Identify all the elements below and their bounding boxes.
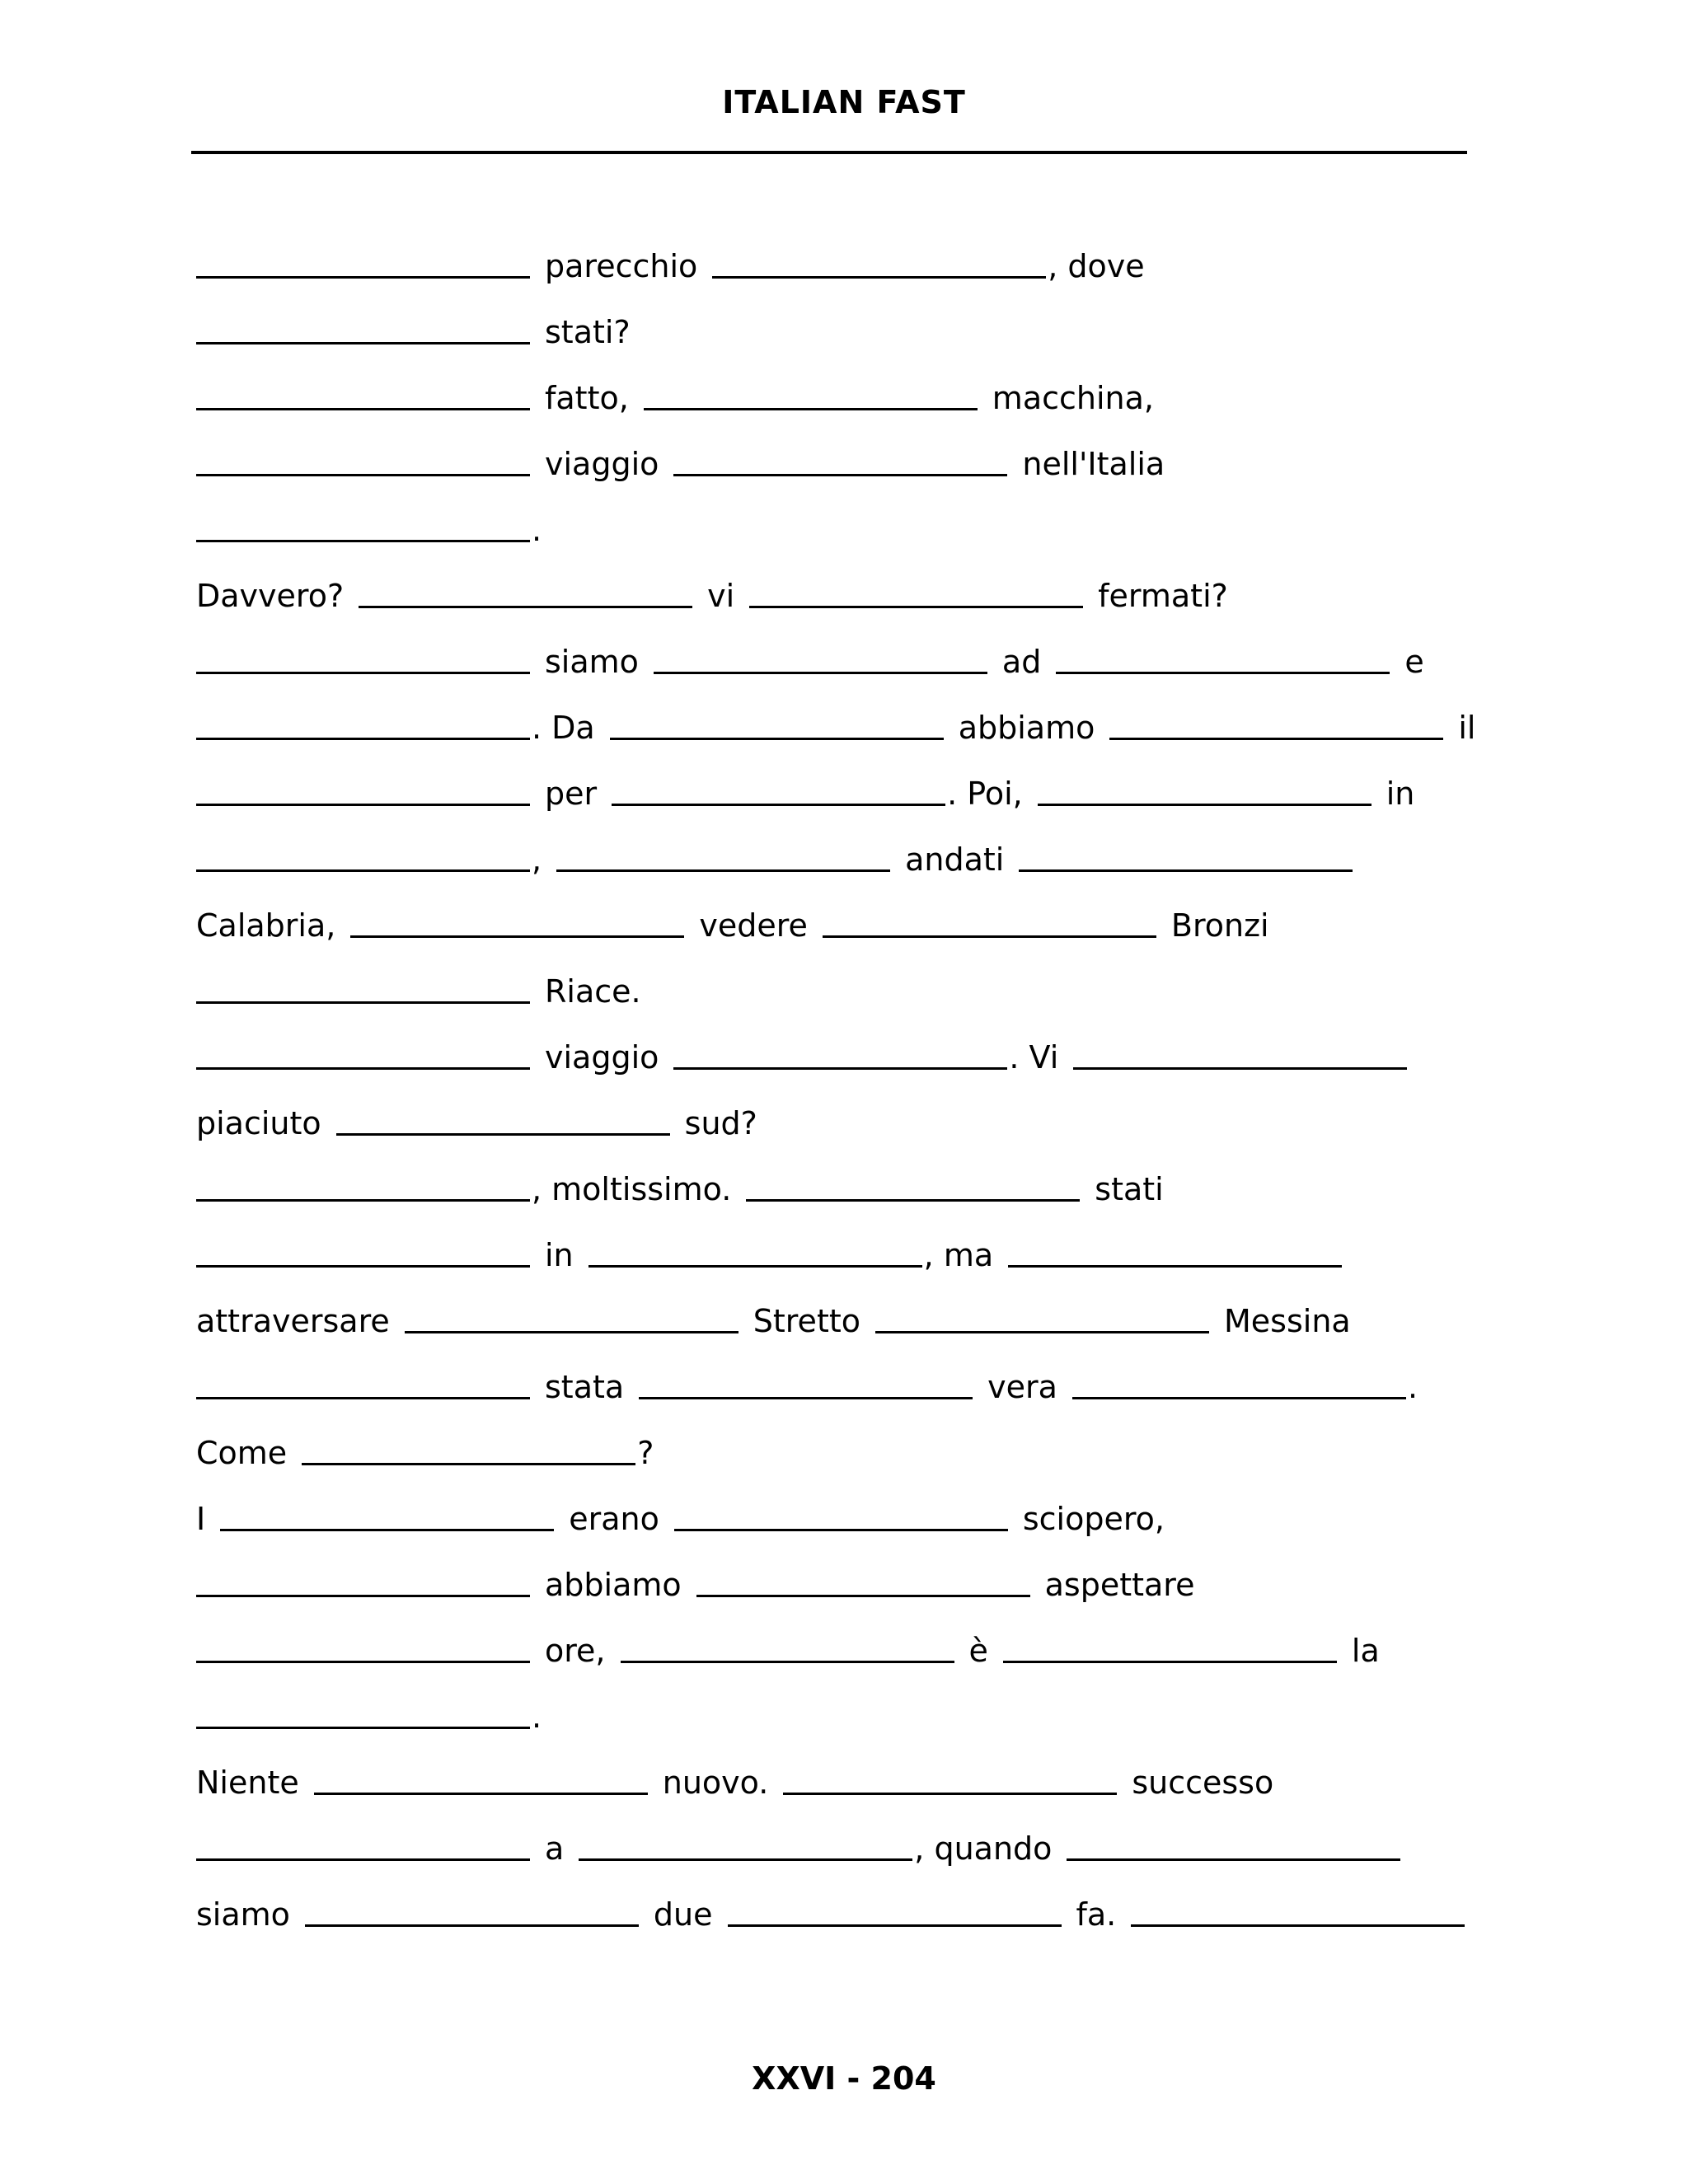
exercise-word: Davvero? [196, 578, 345, 614]
exercise-word: vera [987, 1369, 1057, 1405]
exercise-word: ore, [545, 1633, 606, 1669]
exercise-word: andati [905, 841, 1005, 878]
exercise-word: I [196, 1501, 206, 1537]
exercise-line [196, 1361, 1418, 1403]
exercise-line [196, 438, 1165, 480]
exercise-word: sciopero, [1022, 1501, 1165, 1537]
answer-blank[interactable] [196, 1858, 530, 1861]
answer-blank[interactable] [1008, 1265, 1342, 1268]
exercise-word: Bronzi [1170, 907, 1269, 944]
answer-blank[interactable] [644, 408, 978, 410]
answer-blank[interactable] [314, 1793, 648, 1795]
exercise-line [196, 1230, 1342, 1271]
answer-blank[interactable] [673, 474, 1007, 476]
answer-blank[interactable] [1056, 672, 1390, 674]
answer-blank[interactable] [654, 672, 987, 674]
answer-blank[interactable] [1072, 1397, 1406, 1399]
exercise-word: , moltissimo. [532, 1171, 732, 1207]
exercise-word: stati [1095, 1171, 1164, 1207]
answer-blank[interactable] [305, 1924, 639, 1927]
exercise-word: Messina [1224, 1303, 1351, 1339]
answer-blank[interactable] [588, 1265, 922, 1268]
exercise-word: sud? [684, 1105, 757, 1141]
exercise-line [196, 1427, 654, 1469]
exercise-word: fermati? [1098, 578, 1228, 614]
answer-blank[interactable] [196, 1067, 530, 1070]
exercise-word: Riace. [545, 973, 641, 1010]
answer-blank[interactable] [746, 1199, 1080, 1202]
exercise-word: fatto, [545, 380, 629, 416]
exercise-line [196, 1493, 1165, 1535]
exercise-line [196, 1625, 1380, 1669]
exercise-line [196, 1757, 1274, 1801]
exercise-line [196, 1098, 757, 1139]
answer-blank[interactable] [673, 1067, 1007, 1070]
exercise-word: , dove [1048, 248, 1145, 284]
exercise-word: . [1407, 1369, 1418, 1405]
exercise-word: fa. [1076, 1896, 1117, 1933]
exercise-word: è [968, 1633, 988, 1669]
exercise-word: . [532, 1699, 542, 1735]
answer-blank[interactable] [196, 1727, 530, 1729]
exercise-line [196, 702, 1476, 746]
answer-blank[interactable] [196, 738, 530, 740]
answer-blank[interactable] [749, 606, 1083, 608]
exercise-word: viaggio [545, 446, 659, 482]
answer-blank[interactable] [196, 474, 530, 476]
exercise-word: vi [707, 578, 735, 614]
answer-blank[interactable] [712, 276, 1046, 279]
answer-blank[interactable] [196, 1001, 530, 1004]
answer-blank[interactable] [302, 1463, 635, 1465]
exercise-line [196, 1823, 1400, 1867]
answer-blank[interactable] [196, 540, 530, 542]
exercise-word: per [545, 776, 598, 812]
exercise-line [196, 966, 641, 1010]
answer-blank[interactable] [1131, 1924, 1465, 1927]
answer-blank[interactable] [639, 1397, 973, 1399]
exercise-word: due [653, 1896, 713, 1933]
running-header: ITALIAN FAST [722, 84, 966, 120]
exercise-word: nuovo. [662, 1765, 769, 1801]
exercise-word: parecchio [545, 248, 698, 284]
answer-blank[interactable] [1067, 1858, 1400, 1861]
answer-blank[interactable] [196, 1397, 530, 1399]
answer-blank[interactable] [1109, 738, 1443, 740]
answer-blank[interactable] [196, 1661, 530, 1663]
exercise-line [196, 307, 631, 348]
exercise-line [196, 636, 1424, 680]
answer-blank[interactable] [1003, 1661, 1337, 1663]
answer-blank[interactable] [823, 935, 1156, 938]
answer-blank[interactable] [196, 408, 530, 410]
exercise-word: e [1404, 644, 1424, 680]
page-number: XXVI - 204 [752, 2060, 936, 2097]
exercise-line [196, 1164, 1164, 1205]
exercise-word: nell'Italia [1022, 446, 1165, 482]
exercise-line [196, 768, 1415, 812]
exercise-line [196, 570, 1228, 612]
exercise-word: Come [196, 1435, 288, 1471]
answer-blank[interactable] [579, 1858, 912, 1861]
answer-blank[interactable] [783, 1793, 1117, 1795]
answer-blank[interactable] [196, 1265, 530, 1268]
answer-blank[interactable] [196, 869, 530, 872]
answer-blank[interactable] [556, 869, 890, 872]
exercise-word: . [532, 512, 542, 548]
answer-blank[interactable] [696, 1595, 1030, 1597]
exercise-line [196, 1691, 542, 1735]
exercise-line [196, 1032, 1407, 1076]
exercise-word: piaciuto [196, 1105, 321, 1141]
exercise-line [196, 1559, 1194, 1601]
exercise-word: la [1351, 1633, 1380, 1669]
exercise-line [196, 504, 542, 546]
exercise-word: vedere [699, 907, 808, 944]
answer-blank[interactable] [1038, 804, 1372, 806]
exercise-word: Calabria, [196, 907, 336, 944]
exercise-word: macchina, [992, 380, 1154, 416]
answer-blank[interactable] [359, 606, 692, 608]
exercise-word: abbiamo [545, 1567, 682, 1603]
answer-blank[interactable] [621, 1661, 954, 1663]
exercise-word: siamo [196, 1896, 290, 1933]
answer-blank[interactable] [405, 1331, 738, 1333]
exercise-word: in [1386, 776, 1415, 812]
exercise-word: . Vi [1009, 1039, 1059, 1076]
exercise-word: . Da [532, 710, 595, 746]
exercise-line [196, 241, 1145, 282]
exercise-word: ? [637, 1435, 654, 1471]
exercise-word: Stretto [753, 1303, 860, 1339]
exercise-word: , [532, 841, 542, 878]
exercise-word: abbiamo [958, 710, 1095, 746]
answer-blank[interactable] [196, 804, 530, 806]
exercise-word: , ma [923, 1237, 994, 1273]
exercise-word: a [545, 1830, 565, 1867]
exercise-word: successo [1132, 1765, 1274, 1801]
exercise-word: in [545, 1237, 574, 1273]
exercise-word: stati? [545, 314, 631, 350]
exercise-word: , quando [914, 1830, 1053, 1867]
exercise-word: attraversare [196, 1303, 390, 1339]
answer-blank[interactable] [1019, 869, 1353, 872]
answer-blank[interactable] [336, 1133, 670, 1136]
answer-blank[interactable] [728, 1924, 1062, 1927]
exercise-word: stata [545, 1369, 625, 1405]
exercise-line [196, 1296, 1351, 1337]
answer-blank[interactable] [196, 1595, 530, 1597]
answer-blank[interactable] [610, 738, 944, 740]
exercise-word: viaggio [545, 1039, 659, 1076]
answer-blank[interactable] [196, 342, 530, 344]
exercise-word: il [1458, 710, 1476, 746]
answer-blank[interactable] [350, 935, 684, 938]
answer-blank[interactable] [196, 1199, 530, 1202]
exercise-line [196, 900, 1269, 944]
answer-blank[interactable] [674, 1529, 1008, 1531]
exercise-word: erano [569, 1501, 659, 1537]
exercise-word: Niente [196, 1765, 299, 1801]
answer-blank[interactable] [612, 804, 945, 806]
exercise-word: siamo [545, 644, 639, 680]
answer-blank[interactable] [220, 1529, 554, 1531]
exercise-word: ad [1001, 644, 1042, 680]
answer-blank[interactable] [196, 276, 530, 279]
answer-blank[interactable] [196, 672, 530, 674]
exercise-word: . Poi, [947, 776, 1023, 812]
exercise-line [196, 373, 1154, 414]
answer-blank[interactable] [875, 1331, 1209, 1333]
answer-blank[interactable] [1073, 1067, 1407, 1070]
exercise-word: aspettare [1044, 1567, 1195, 1603]
exercise-line [196, 834, 1353, 878]
exercise-line [196, 1889, 1465, 1933]
